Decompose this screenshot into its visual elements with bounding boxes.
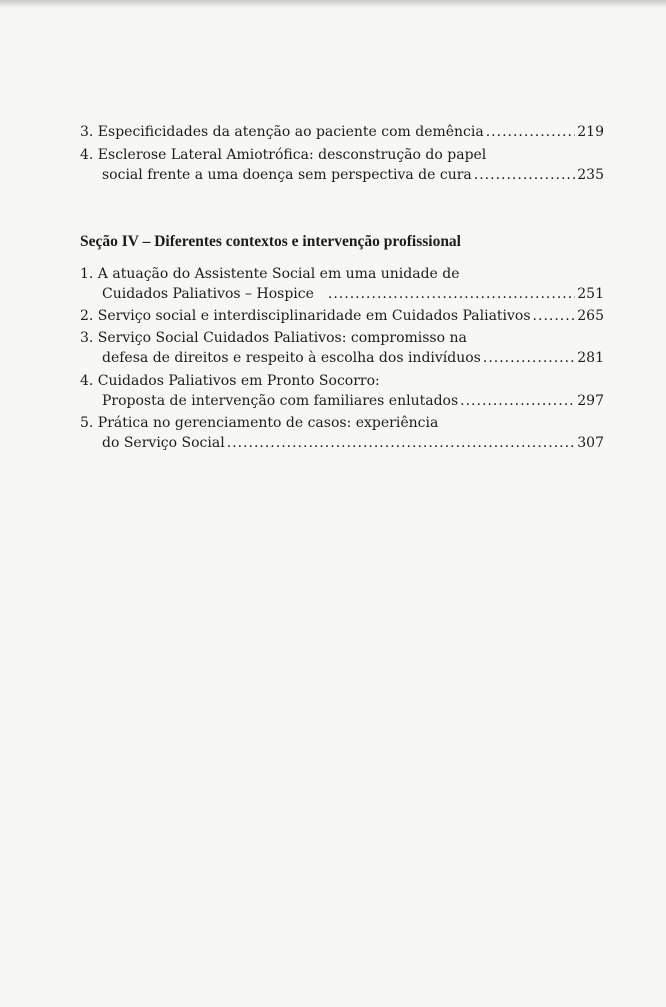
section-iv-heading: Seção IV – Diferentes contextos e intervenção profissional bbox=[80, 233, 461, 250]
toc-page-number: 265 bbox=[577, 308, 604, 324]
leader-dots bbox=[483, 348, 575, 368]
toc-entry-iv-2[interactable] bbox=[80, 306, 604, 326]
toc-page-number: 307 bbox=[577, 435, 604, 451]
toc-entry-title-continued: Cuidados Paliativos – Hospice bbox=[102, 286, 314, 302]
toc-entry-iii-3[interactable] bbox=[80, 122, 604, 142]
leader-dots bbox=[227, 433, 576, 453]
toc-page-number: 251 bbox=[577, 286, 604, 302]
page-edge-shadow bbox=[0, 0, 666, 8]
toc-page-number: 281 bbox=[577, 350, 604, 366]
toc-page-number: 235 bbox=[577, 167, 604, 183]
toc-entry-title: 4. Esclerose Lateral Amiotrófica: desconstrução do papel bbox=[80, 147, 487, 163]
toc-entry-title: 2. Serviço social e interdisciplinaridade em Cuidados Paliativos bbox=[80, 308, 531, 324]
toc-page-number: 297 bbox=[577, 393, 604, 409]
toc-page-number: 219 bbox=[577, 124, 604, 140]
toc-entry-title-continued: Proposta de intervenção com familiares enlutados bbox=[102, 393, 459, 409]
toc-entry-iv-1[interactable] bbox=[80, 264, 604, 304]
toc-entry-title: 1. A atuação do Assistente Social em uma unidade de bbox=[80, 266, 460, 282]
toc-entry-iii-4[interactable] bbox=[80, 145, 604, 185]
leader-dots bbox=[460, 391, 575, 411]
leader-dots bbox=[486, 122, 576, 142]
toc-entry-title: 3. Serviço Social Cuidados Paliativos: compromisso na bbox=[80, 330, 467, 346]
toc-entry-title-continued: social frente a uma doença sem perspectiva de cura bbox=[102, 167, 472, 183]
toc-entry-title: 5. Prática no gerenciamento de casos: experiência bbox=[80, 415, 439, 431]
leader-dots bbox=[533, 306, 576, 326]
toc-entry-title: 3. Especificidades da atenção ao paciente com demência bbox=[80, 124, 484, 140]
toc-entry-iv-3[interactable] bbox=[80, 328, 604, 368]
toc-entry-title-continued: defesa de direitos e respeito à escolha dos indivíduos bbox=[102, 350, 481, 366]
toc-entry-title-continued: do Serviço Social bbox=[102, 435, 225, 451]
leader-dots bbox=[474, 165, 575, 185]
toc-entry-iv-4[interactable] bbox=[80, 371, 604, 411]
leader-dots bbox=[328, 284, 575, 304]
toc-entry-title: 4. Cuidados Paliativos em Pronto Socorro: bbox=[80, 373, 380, 389]
toc-entry-iv-5[interactable] bbox=[80, 413, 604, 453]
